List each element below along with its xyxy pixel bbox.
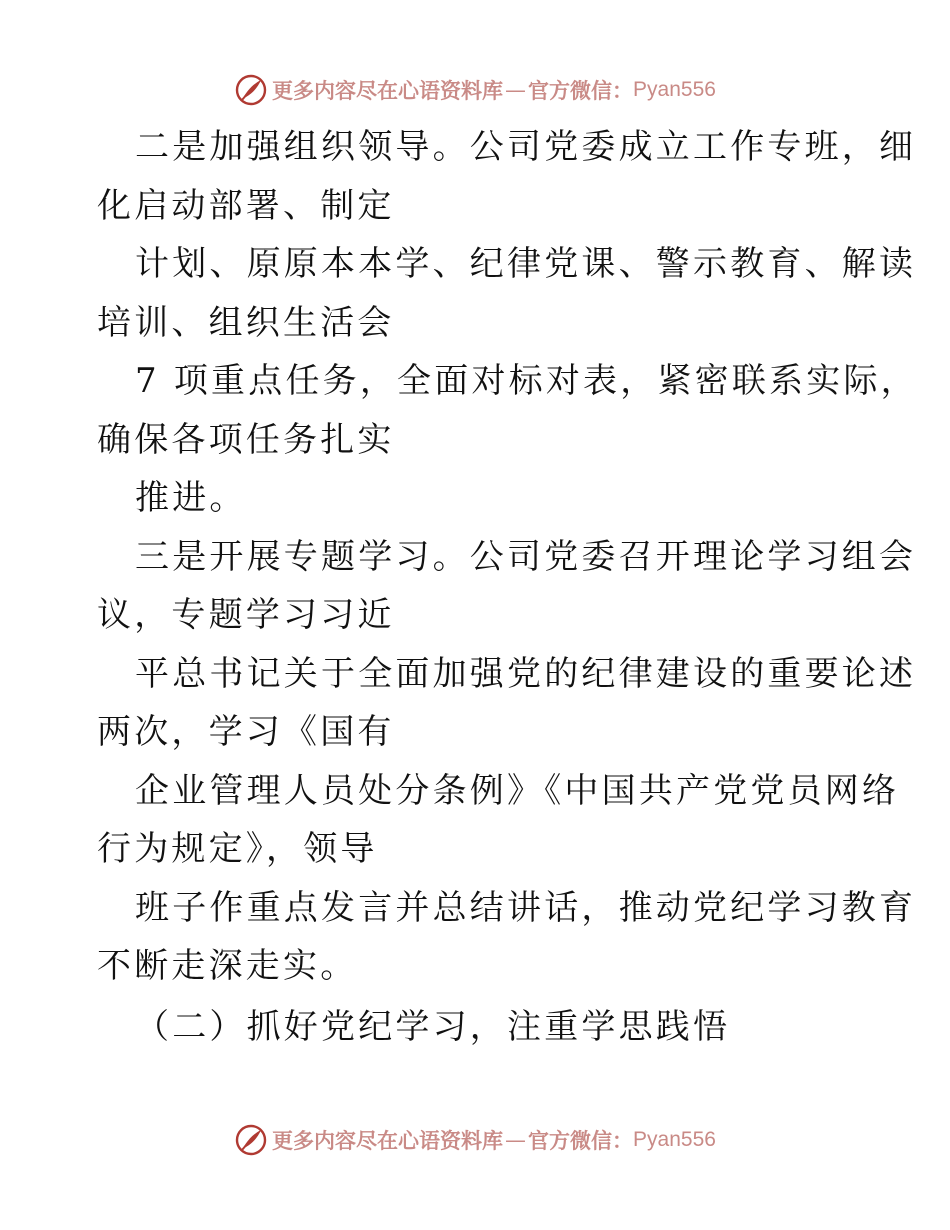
text-line: 推进。 <box>135 478 247 518</box>
paragraph-study <box>97 528 917 996</box>
text-line: 化启动部署、制定 <box>97 185 395 226</box>
feather-pen-logo-icon <box>234 73 268 107</box>
text-line: 二是加强组织领导。公司党委成立工作专班，细 <box>135 127 917 167</box>
text-line: 平总书记关于全面加强党的纪律建设的重要论述 <box>135 653 917 694</box>
text-line: 班子作重点发言并总结讲话，推动党纪学习教育 <box>135 887 917 928</box>
text-line: 培训、组织生活会 <box>97 302 395 343</box>
watermark-handle: Pyan556 <box>633 78 716 101</box>
text-line: 三是开展专题学习。公司党委召开理论学习组会 <box>135 536 917 577</box>
header-watermark <box>0 70 950 110</box>
text-line: 议，专题学习习近 <box>97 595 395 635</box>
footer-watermark <box>0 1120 950 1160</box>
section-heading: （二）抓好党纪学习，注重学思践悟 <box>135 1006 731 1047</box>
watermark-wechat-label: 官方微信： <box>528 1128 634 1153</box>
watermark-label: 更多内容尽在心语资料库 <box>272 1128 504 1153</box>
text-line: 7 项重点任务，全面对标对表，紧密联系实际， <box>135 361 918 401</box>
watermark-wechat-label: 官方微信： <box>528 78 634 103</box>
watermark-handle: Pyan556 <box>633 1128 716 1151</box>
text-line: 企业管理人员处分条例》《中国共产党党员网络 <box>135 770 900 811</box>
watermark-separator: — <box>505 1128 527 1152</box>
paragraph-organization <box>97 118 918 528</box>
watermark-label: 更多内容尽在心语资料库 <box>272 78 504 103</box>
text-line: 两次，学习《国有 <box>97 712 395 752</box>
text-line: 确保各项任务扎实 <box>97 419 395 460</box>
document-body <box>97 118 918 1056</box>
text-line: 不断走深走实。 <box>97 946 358 986</box>
text-line: 计划、原原本本学、纪律党课、警示教育、解读 <box>135 244 917 284</box>
watermark-separator: — <box>505 78 527 102</box>
feather-pen-logo-icon <box>234 1123 268 1157</box>
text-line: 行为规定》，领导 <box>97 829 378 869</box>
